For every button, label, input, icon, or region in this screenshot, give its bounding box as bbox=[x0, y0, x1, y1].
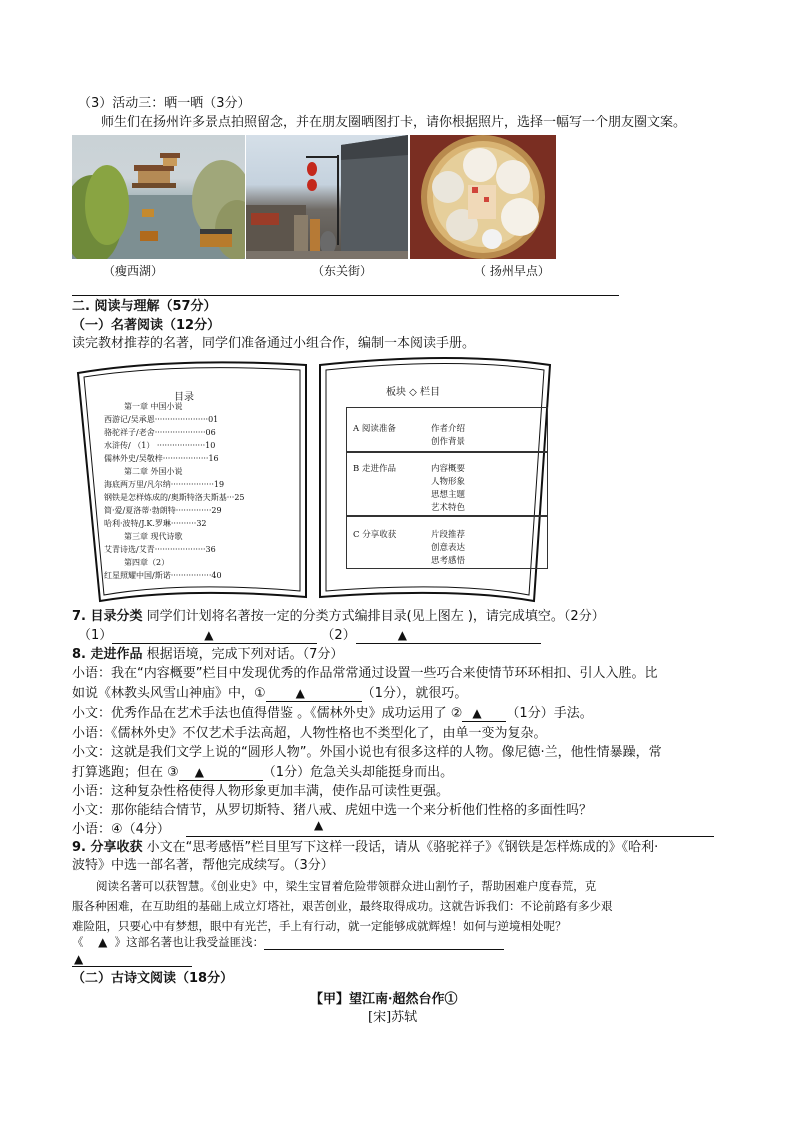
section2-heading: 二. 阅读与理解（57分） bbox=[72, 299, 217, 314]
slender-west-lake-photo bbox=[72, 135, 245, 259]
toc-line: 海底两万里/凡尔纳·················19 bbox=[104, 480, 225, 489]
block-c: C 分享收获 片段推荐 创意表达 思考感悟 bbox=[346, 515, 548, 569]
q9-blank-cont[interactable]: ▲ bbox=[72, 952, 192, 967]
activity3-heading: （3）活动三：晒一晒（3分） bbox=[78, 96, 251, 111]
q8-line: 小语：这种复杂性格使得人物形象更加丰满，使作品可读性更强。 bbox=[72, 784, 450, 799]
q8-blank-3[interactable]: ▲ bbox=[179, 766, 263, 781]
q9-para: 难险阻，只要心中有梦想，眼中有光芒，手上有行动，就一定能够成就辉煌！如何与逆境相处呢？ bbox=[72, 919, 567, 933]
toc-line: 第一章 中国小说 bbox=[124, 402, 183, 411]
toc-line: 水浒传/ （1） ···················10 bbox=[104, 441, 216, 450]
toc-line: 简·爱/夏洛蒂·勃朗特··············29 bbox=[104, 506, 222, 515]
toc-line: 艾青诗选/艾青····················36 bbox=[104, 545, 216, 554]
toc-line: 哈利·波特/J.K.罗琳··········32 bbox=[104, 519, 207, 528]
q8-line: 小语：《儒林外史》不仅艺术手法高超，人物性格也不类型化了，由单一变为复杂。 bbox=[72, 726, 547, 741]
q9-blank[interactable] bbox=[264, 935, 504, 950]
q7-blank-1[interactable]: ▲ bbox=[112, 629, 317, 644]
q8-line: 打算逃跑；但在 ③ ▲ （1分）危急关头却能挺身而出。 bbox=[72, 765, 454, 780]
activity3-instruction: 师生们在扬州许多景点拍照留念，并在朋友圈晒图打卡，请你根据照片，选择一幅写一个朋友圈文案。 bbox=[101, 115, 687, 130]
yangzhou-breakfast-photo bbox=[410, 135, 556, 259]
q8-blank-4[interactable]: ▲ bbox=[186, 834, 714, 837]
q8-line: 小文：这就是我们文学上说的“圆形人物”。外国小说也有很多这样的人物。像尼德·兰，他性情暴躁，常 bbox=[72, 745, 662, 760]
block-a: A 阅读准备 作者介绍 创作背景 bbox=[346, 407, 548, 453]
q7-prompt: 7. 目录分类 同学们计划将名著按一定的分类方式编排目录(见上图左 )，请完成填空。（2分） bbox=[72, 609, 605, 624]
block-b: B 走进作品 内容概要 人物形象 思想主题 艺术特色 bbox=[346, 451, 548, 517]
caption-breakfast: （ 扬州早点） bbox=[474, 264, 550, 278]
q8-line: 小语：④（4分） bbox=[72, 822, 170, 837]
q8-blank-1[interactable]: ▲ bbox=[266, 687, 362, 702]
q7-blanks: （1） ▲ （2） ▲ bbox=[78, 628, 541, 644]
q9-para: 阅读名著可以获智慧。《创业史》中，梁生宝冒着危险带领群众进山割竹子，帮助困难户度春荒，克 bbox=[96, 879, 597, 893]
dongguan-street-photo bbox=[246, 135, 408, 259]
q8-line: 小文：那你能结合情节，从罗切斯特、猪八戒、虎妞中选一个来分析他们性格的多面性吗？ bbox=[72, 803, 593, 818]
q8-line: 小文：优秀作品在艺术手法也值得借鉴 。《儒林外史》成功运用了 ② ▲ （1分）手法。 bbox=[72, 706, 593, 721]
answer-line bbox=[72, 295, 619, 296]
q8-line: 小语：我在“内容概要”栏目中发现优秀的作品常常通过设置一些巧合来使情节环环相扣、引人入胜。比 bbox=[72, 666, 658, 681]
q9-para: 《 ▲ 》这部名著也让我受益匪浅： bbox=[72, 934, 504, 950]
section2-intro: 读完教材推荐的名著，同学们准备通过小组合作，编制一本阅读手册。 bbox=[72, 336, 476, 351]
toc-line: 钢铁是怎样炼成的/奥斯特洛夫斯基···25 bbox=[104, 493, 245, 502]
caption-slender-west-lake: （瘦西湖） bbox=[103, 264, 164, 278]
toc-line: 第二章 外国小说 bbox=[124, 467, 183, 476]
q8-blank-2[interactable]: ▲ bbox=[462, 707, 506, 722]
q9-para: 服各种困难，在互助组的基础上成立灯塔社，艰苦创业，最终取得成功。这就告诉我们：不论前路有多少艰 bbox=[72, 899, 613, 913]
poem-title: 【甲】望江南·超然台作① bbox=[310, 992, 458, 1007]
right-page-title: 板块 ◇ 栏目 bbox=[386, 387, 441, 398]
q8-line: 如说《林教头风雪山神庙》中，① ▲ （1分），就很巧。 bbox=[72, 686, 468, 701]
q8-prompt: 8. 走进作品 根据语境，完成下列对话。（7分） bbox=[72, 647, 344, 662]
toc-line: 红星照耀中国/斯诺················40 bbox=[104, 571, 222, 580]
open-book-figure bbox=[74, 355, 569, 605]
toc-title: 目录 bbox=[174, 392, 194, 403]
toc-line: 第四章（2） bbox=[124, 558, 170, 567]
section2-sub2: （二）古诗文阅读（18分） bbox=[72, 971, 234, 986]
q9-prompt: 9. 分享收获 小文在“思考感悟”栏目里写下这样一段话，请从《骆驼祥子》《钢铁是怎样炼成的》《哈利· bbox=[72, 840, 659, 855]
q7-blank-2[interactable]: ▲ bbox=[356, 629, 541, 644]
q9-prompt-cont: 波特》中选一部名著，帮他完成续写。（3分） bbox=[72, 858, 334, 873]
section2-sub1: （一）名著阅读（12分） bbox=[72, 318, 221, 333]
caption-dongguan-street: （东关街） bbox=[312, 264, 373, 278]
toc-line: 第三章 现代诗歌 bbox=[124, 532, 183, 541]
toc-line: 骆驼祥子/老舍····················06 bbox=[104, 428, 216, 437]
poem-author: [宋]苏轼 bbox=[368, 1010, 418, 1025]
toc-line: 西游记/吴承恩·····················01 bbox=[104, 415, 219, 424]
toc-line: 儒林外史/吴敬梓··················16 bbox=[104, 454, 219, 463]
